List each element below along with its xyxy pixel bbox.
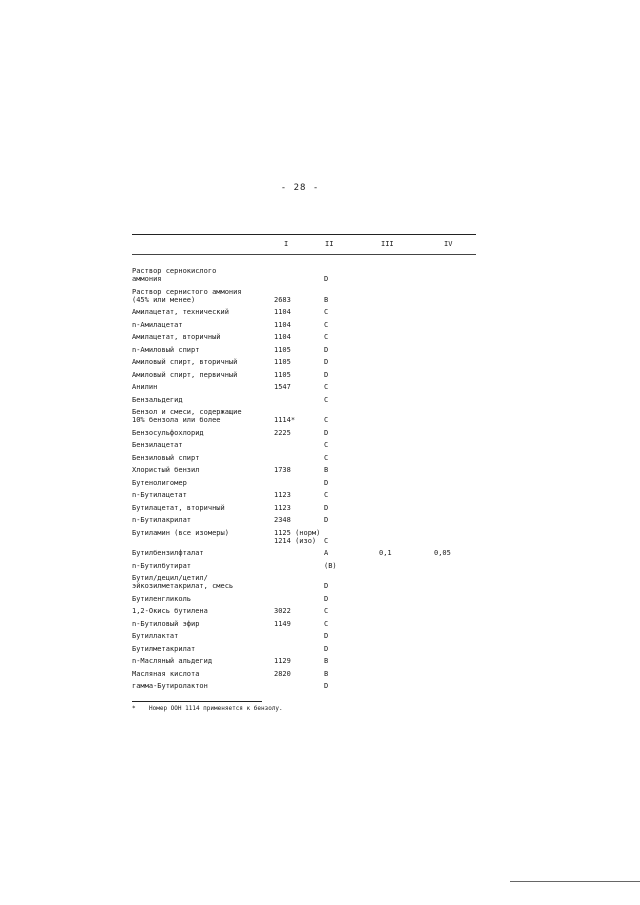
substance-name: Бутиленгликоль <box>132 594 192 603</box>
un-number: 1129 <box>274 657 291 665</box>
substance-name: Хлористый бензил <box>132 466 200 474</box>
substance-table <box>132 267 477 695</box>
substance-name: n-Амилацетат <box>132 320 183 329</box>
substance-name: Бутиллактат <box>132 632 179 640</box>
table-row <box>132 516 477 524</box>
column-iii-value <box>379 632 434 640</box>
table-row <box>132 346 477 354</box>
un-number <box>274 549 324 557</box>
table-row <box>132 441 477 449</box>
category: D <box>324 358 329 366</box>
table-row <box>132 657 477 665</box>
table-row <box>132 529 477 545</box>
substance-name: Бутиламин (все изомеры) <box>132 528 229 537</box>
column-iv-value <box>434 595 474 603</box>
category: A <box>324 549 329 557</box>
table-row <box>132 371 477 379</box>
category: D <box>324 370 329 379</box>
column-iv-value <box>434 491 474 499</box>
column-iii-value <box>379 371 434 379</box>
table-row <box>132 632 477 640</box>
un-number: 1125 (норм) 1214 (изо) <box>274 528 321 545</box>
category: C <box>324 619 329 628</box>
table-row <box>132 429 477 437</box>
footnote-rule <box>132 701 262 702</box>
un-number: 2348 <box>274 516 291 524</box>
column-iv-value <box>434 358 474 366</box>
column-iii-value <box>379 396 434 404</box>
un-number: 1105 <box>274 345 291 354</box>
category: D <box>324 478 329 487</box>
un-number: 2820 <box>274 669 291 678</box>
un-number: 2225 <box>274 428 291 437</box>
table-row <box>132 682 477 690</box>
table-row <box>132 562 477 570</box>
category: C <box>324 308 329 316</box>
substance-name: гамма-Бутиролактон <box>132 682 208 690</box>
category: B <box>324 295 329 304</box>
substance-name: Бутилацетат, вторичный <box>132 503 225 512</box>
column-iv-value <box>434 346 474 354</box>
column-iii-value <box>379 441 434 449</box>
category: C <box>324 536 329 545</box>
substance-name: Бензальдегид <box>132 395 183 404</box>
column-iii-value <box>379 491 434 499</box>
column-iii-value <box>379 595 434 603</box>
column-iv-value <box>434 466 474 474</box>
category: C <box>324 416 329 424</box>
substance-name: n-Бутилацетат <box>132 491 187 499</box>
column-iv-value <box>434 441 474 449</box>
substance-name: n-Бутилбутират <box>132 561 192 570</box>
category: C <box>324 320 329 329</box>
category: D <box>324 503 329 512</box>
column-iv-value <box>434 321 474 329</box>
un-number: 2683 <box>274 295 291 304</box>
un-number <box>274 441 324 449</box>
category: C <box>324 491 329 499</box>
category: B <box>324 466 329 474</box>
table-row <box>132 595 477 603</box>
substance-name: Амилацетат, вторичный <box>132 333 221 341</box>
substance-name: Масляная кислота <box>132 669 200 678</box>
column-iii-value <box>379 346 434 354</box>
category: C <box>324 395 329 404</box>
column-iv-value: 0,05 <box>434 549 451 557</box>
column-iii-value <box>379 454 434 462</box>
category: D <box>324 682 329 690</box>
substance-name: n-Масляный альдегид <box>132 657 213 665</box>
column-iv-value <box>434 454 474 462</box>
substance-name: n-Бутиловый эфир <box>132 619 200 628</box>
column-iv-value <box>434 562 474 570</box>
un-number: 1105 <box>274 358 291 366</box>
column-iv-value <box>434 429 474 437</box>
table-row <box>132 574 477 590</box>
substance-name: Раствор сернокислого аммония <box>132 267 217 283</box>
substance-name: Бензол и смеси, содержащие 10% бензола или более <box>132 408 242 424</box>
column-header-1: I <box>284 240 289 248</box>
table-row <box>132 321 477 329</box>
column-header-3: III <box>381 240 394 248</box>
column-iv-value <box>434 670 474 678</box>
un-number: 1123 <box>274 491 291 499</box>
column-iii-value <box>379 358 434 366</box>
un-number <box>274 682 324 690</box>
table-row <box>132 504 477 512</box>
un-number <box>274 645 324 653</box>
category: B <box>324 669 329 678</box>
substance-name: n-Амиловый спирт <box>132 345 200 354</box>
column-iv-value <box>434 504 474 512</box>
category: D <box>324 275 329 283</box>
category: C <box>324 453 329 462</box>
un-number <box>274 562 324 570</box>
category: C <box>324 383 329 391</box>
un-number: 1123 <box>274 503 291 512</box>
un-number <box>274 632 324 640</box>
substance-name: Бензиловый спирт <box>132 453 200 462</box>
substance-name: Бутилбензилфталат <box>132 549 204 557</box>
page-number: - 28 - <box>280 183 320 193</box>
page-edge-rule <box>510 881 640 882</box>
column-iii-value: 0,1 <box>379 549 392 557</box>
column-iii-value <box>379 333 434 341</box>
column-iv-value <box>434 529 474 545</box>
column-header-4: IV <box>444 240 453 248</box>
substance-name: Бутенолигомер <box>132 478 187 487</box>
un-number: 1104 <box>274 320 291 329</box>
column-iii-value <box>379 429 434 437</box>
column-iii-value <box>379 321 434 329</box>
table-row <box>132 383 477 391</box>
un-number: 1104 <box>274 308 291 316</box>
substance-name: Амиловый спирт, первичный <box>132 370 238 379</box>
column-iii-value <box>379 479 434 487</box>
un-number <box>274 454 324 462</box>
un-number: 3022 <box>274 607 291 615</box>
table-row <box>132 670 477 678</box>
category: D <box>324 582 329 590</box>
category: C <box>324 333 329 341</box>
un-number: 1104 <box>274 333 291 341</box>
column-iii-value <box>379 516 434 524</box>
column-iii-value <box>379 504 434 512</box>
footnote <box>132 705 283 712</box>
category: C <box>324 441 329 449</box>
column-iii-value <box>379 308 434 316</box>
column-iii-value <box>379 682 434 690</box>
table-row <box>132 396 477 404</box>
substance-name: 1,2-Окись бутилена <box>132 607 208 615</box>
column-iv-value <box>434 396 474 404</box>
table-row <box>132 549 477 557</box>
column-iv-value <box>434 516 474 524</box>
category: D <box>324 345 329 354</box>
column-iv-value <box>434 383 474 391</box>
column-iii-value <box>379 657 434 665</box>
substance-name: Амиловый спирт, вторичный <box>132 358 238 366</box>
un-number: 1105 <box>274 370 291 379</box>
column-iv-value <box>434 308 474 316</box>
category: D <box>324 516 329 524</box>
category: C <box>324 607 329 615</box>
column-iv-value <box>434 371 474 379</box>
table-header-rule <box>132 254 476 255</box>
table-row <box>132 408 477 424</box>
column-header-2: II <box>325 240 334 248</box>
column-iii-value <box>379 466 434 474</box>
table-row <box>132 308 477 316</box>
column-iii-value <box>379 645 434 653</box>
substance-name: n-Бутилакрилат <box>132 516 192 524</box>
table-top-rule <box>132 234 476 235</box>
column-iii-value <box>379 529 434 545</box>
category: B <box>324 657 329 665</box>
column-iii-value <box>379 670 434 678</box>
substance-name: Анилин <box>132 383 158 391</box>
un-number <box>274 479 324 487</box>
table-row <box>132 466 477 474</box>
substance-name: Бензосульфохлорид <box>132 428 204 437</box>
category: D <box>324 632 329 640</box>
category: (B) <box>324 561 337 570</box>
table-row <box>132 288 477 304</box>
column-iv-value <box>434 620 474 628</box>
column-iii-value <box>379 562 434 570</box>
column-iii-value <box>379 620 434 628</box>
column-iv-value <box>434 333 474 341</box>
un-number: 1114* <box>274 416 296 424</box>
substance-name: Бутилметакрилат <box>132 644 196 653</box>
table-row <box>132 491 477 499</box>
column-iii-value <box>379 607 434 615</box>
un-number: 1738 <box>274 466 291 474</box>
substance-name: Амилацетат, технический <box>132 308 229 316</box>
un-number: 1547 <box>274 383 291 391</box>
column-iv-value <box>434 657 474 665</box>
substance-name: Раствор сернистого аммония (45% или менее) <box>132 287 242 304</box>
table-row <box>132 620 477 628</box>
substance-name: Бутил/децил/цетил/ эйкозилметакрилат, смесь <box>132 574 234 590</box>
column-iv-value <box>434 682 474 690</box>
un-number <box>274 396 324 404</box>
column-iii-value <box>379 383 434 391</box>
table-row <box>132 333 477 341</box>
category: D <box>324 594 329 603</box>
category: D <box>324 428 329 437</box>
table-row <box>132 645 477 653</box>
table-row <box>132 607 477 615</box>
un-number <box>274 595 324 603</box>
table-row <box>132 267 477 283</box>
substance-name: Бензилацетат <box>132 441 183 449</box>
column-iv-value <box>434 632 474 640</box>
column-iv-value <box>434 607 474 615</box>
table-row <box>132 358 477 366</box>
footnote-text: Номер ООН 1114 применяется к бензолу. <box>149 705 283 712</box>
table-row <box>132 454 477 462</box>
category: D <box>324 644 329 653</box>
un-number: 1149 <box>274 619 291 628</box>
table-row <box>132 479 477 487</box>
column-iv-value <box>434 479 474 487</box>
column-iv-value <box>434 645 474 653</box>
footnote-mark: * <box>132 705 136 712</box>
